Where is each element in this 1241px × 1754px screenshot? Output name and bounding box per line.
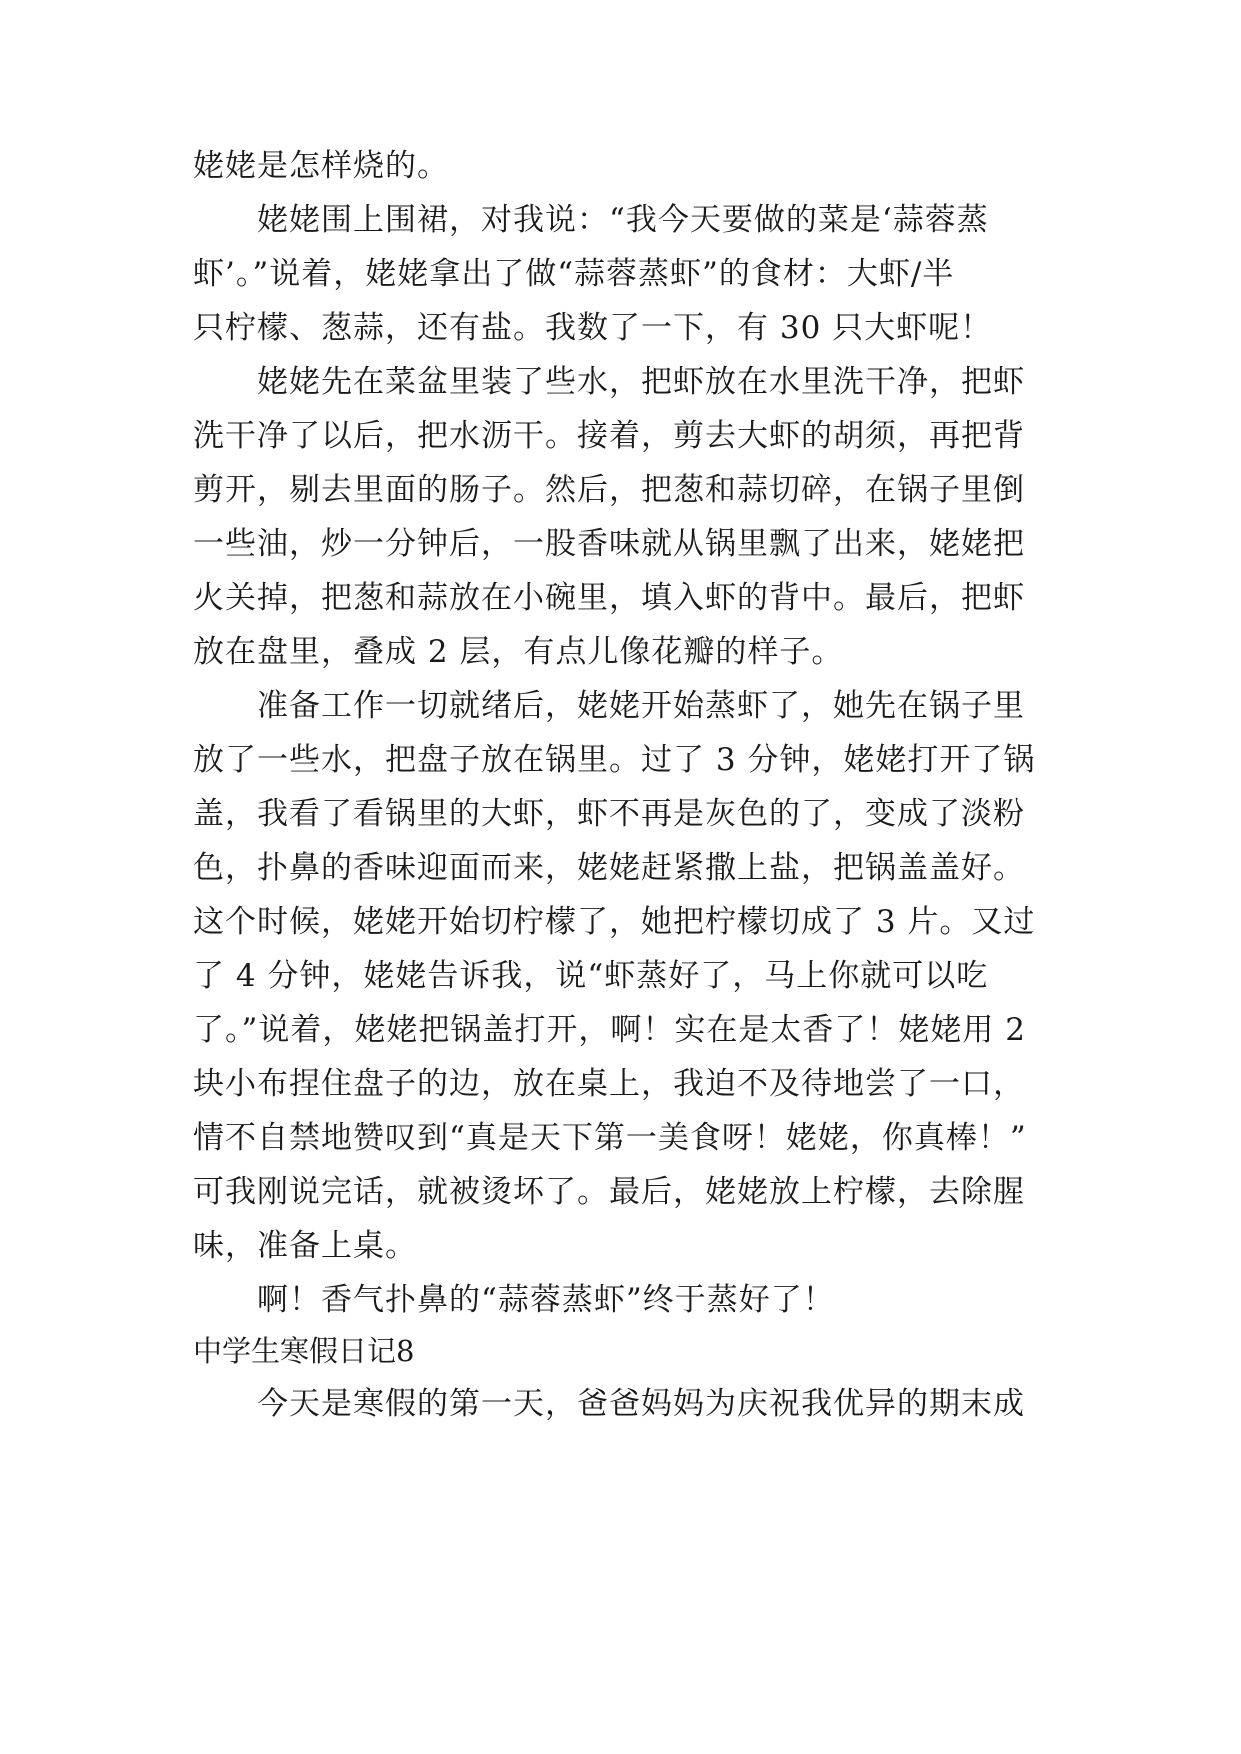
paragraph-line: 啊！香气扑鼻的“蒜蓉蒸虾”终于蒸好了！ bbox=[257, 1282, 835, 1318]
paragraph-line: 色，扑鼻的香味迎面而来，姥姥赶紧撒上盐，把锅盖盖好。 bbox=[193, 850, 1025, 886]
paragraph-line: 姥姥围上围裙，对我说：“我今天要做的菜是‘蒜蓉蒸 bbox=[257, 202, 989, 238]
paragraph-line: 盖，我看了看锅里的大虾，虾不再是灰色的了，变成了淡粉 bbox=[193, 796, 1025, 832]
paragraph-line: 姥姥是怎样烧的。 bbox=[193, 148, 449, 184]
paragraph-line: 虾’。”说着，姥姥拿出了做“蒜蓉蒸虾”的食材：大虾/半 bbox=[193, 256, 955, 292]
paragraph-line: 放了一些水，把盘子放在锅里。过了 3 分钟，姥姥打开了锅 bbox=[193, 742, 1036, 778]
paragraph-line: 可我刚说完话，就被烫坏了。最后，姥姥放上柠檬，去除腥 bbox=[193, 1174, 1025, 1210]
paragraph-line: 剪开，剔去里面的肠子。然后，把葱和蒜切碎，在锅子里倒 bbox=[193, 472, 1025, 508]
paragraph-line: 洗干净了以后，把水沥干。接着，剪去大虾的胡须，再把背 bbox=[193, 418, 1025, 454]
paragraph-line: 姥姥先在菜盆里装了些水，把虾放在水里洗干净，把虾 bbox=[257, 364, 1025, 400]
paragraph-line: 这个时候，姥姥开始切柠檬了，她把柠檬切成了 3 片。又过 bbox=[193, 904, 1036, 940]
paragraph-line: 了 4 分钟，姥姥告诉我，说“虾蒸好了，马上你就可以吃 bbox=[193, 958, 989, 994]
paragraph-line: 火关掉，把葱和蒜放在小碗里，填入虾的背中。最后，把虾 bbox=[193, 580, 1025, 616]
paragraph-line: 一些油，炒一分钟后，一股香味就从锅里飘了出来，姥姥把 bbox=[193, 526, 1025, 562]
paragraph-line: 准备工作一切就绪后，姥姥开始蒸虾了，她先在锅子里 bbox=[257, 688, 1025, 724]
paragraph-line: 情不自禁地赞叹到“真是天下第一美食呀！姥姥，你真棒！” bbox=[193, 1120, 1027, 1156]
section-heading: 中学生寒假日记8 bbox=[193, 1334, 415, 1368]
paragraph-line: 味，准备上桌。 bbox=[193, 1228, 417, 1264]
paragraph-line: 只柠檬、葱蒜，还有盐。我数了一下，有 30 只大虾呢！ bbox=[193, 310, 993, 346]
paragraph-line: 了。”说着，姥姥把锅盖打开，啊！实在是太香了！姥姥用 2 bbox=[193, 1012, 1026, 1048]
paragraph-line: 块小布捏住盘子的边，放在桌上，我迫不及待地尝了一口， bbox=[193, 1066, 1025, 1102]
paragraph-line: 放在盘里，叠成 2 层，有点儿像花瓣的样子。 bbox=[193, 634, 844, 670]
paragraph-line: 今天是寒假的第一天，爸爸妈妈为庆祝我优异的期末成 bbox=[257, 1386, 1025, 1422]
